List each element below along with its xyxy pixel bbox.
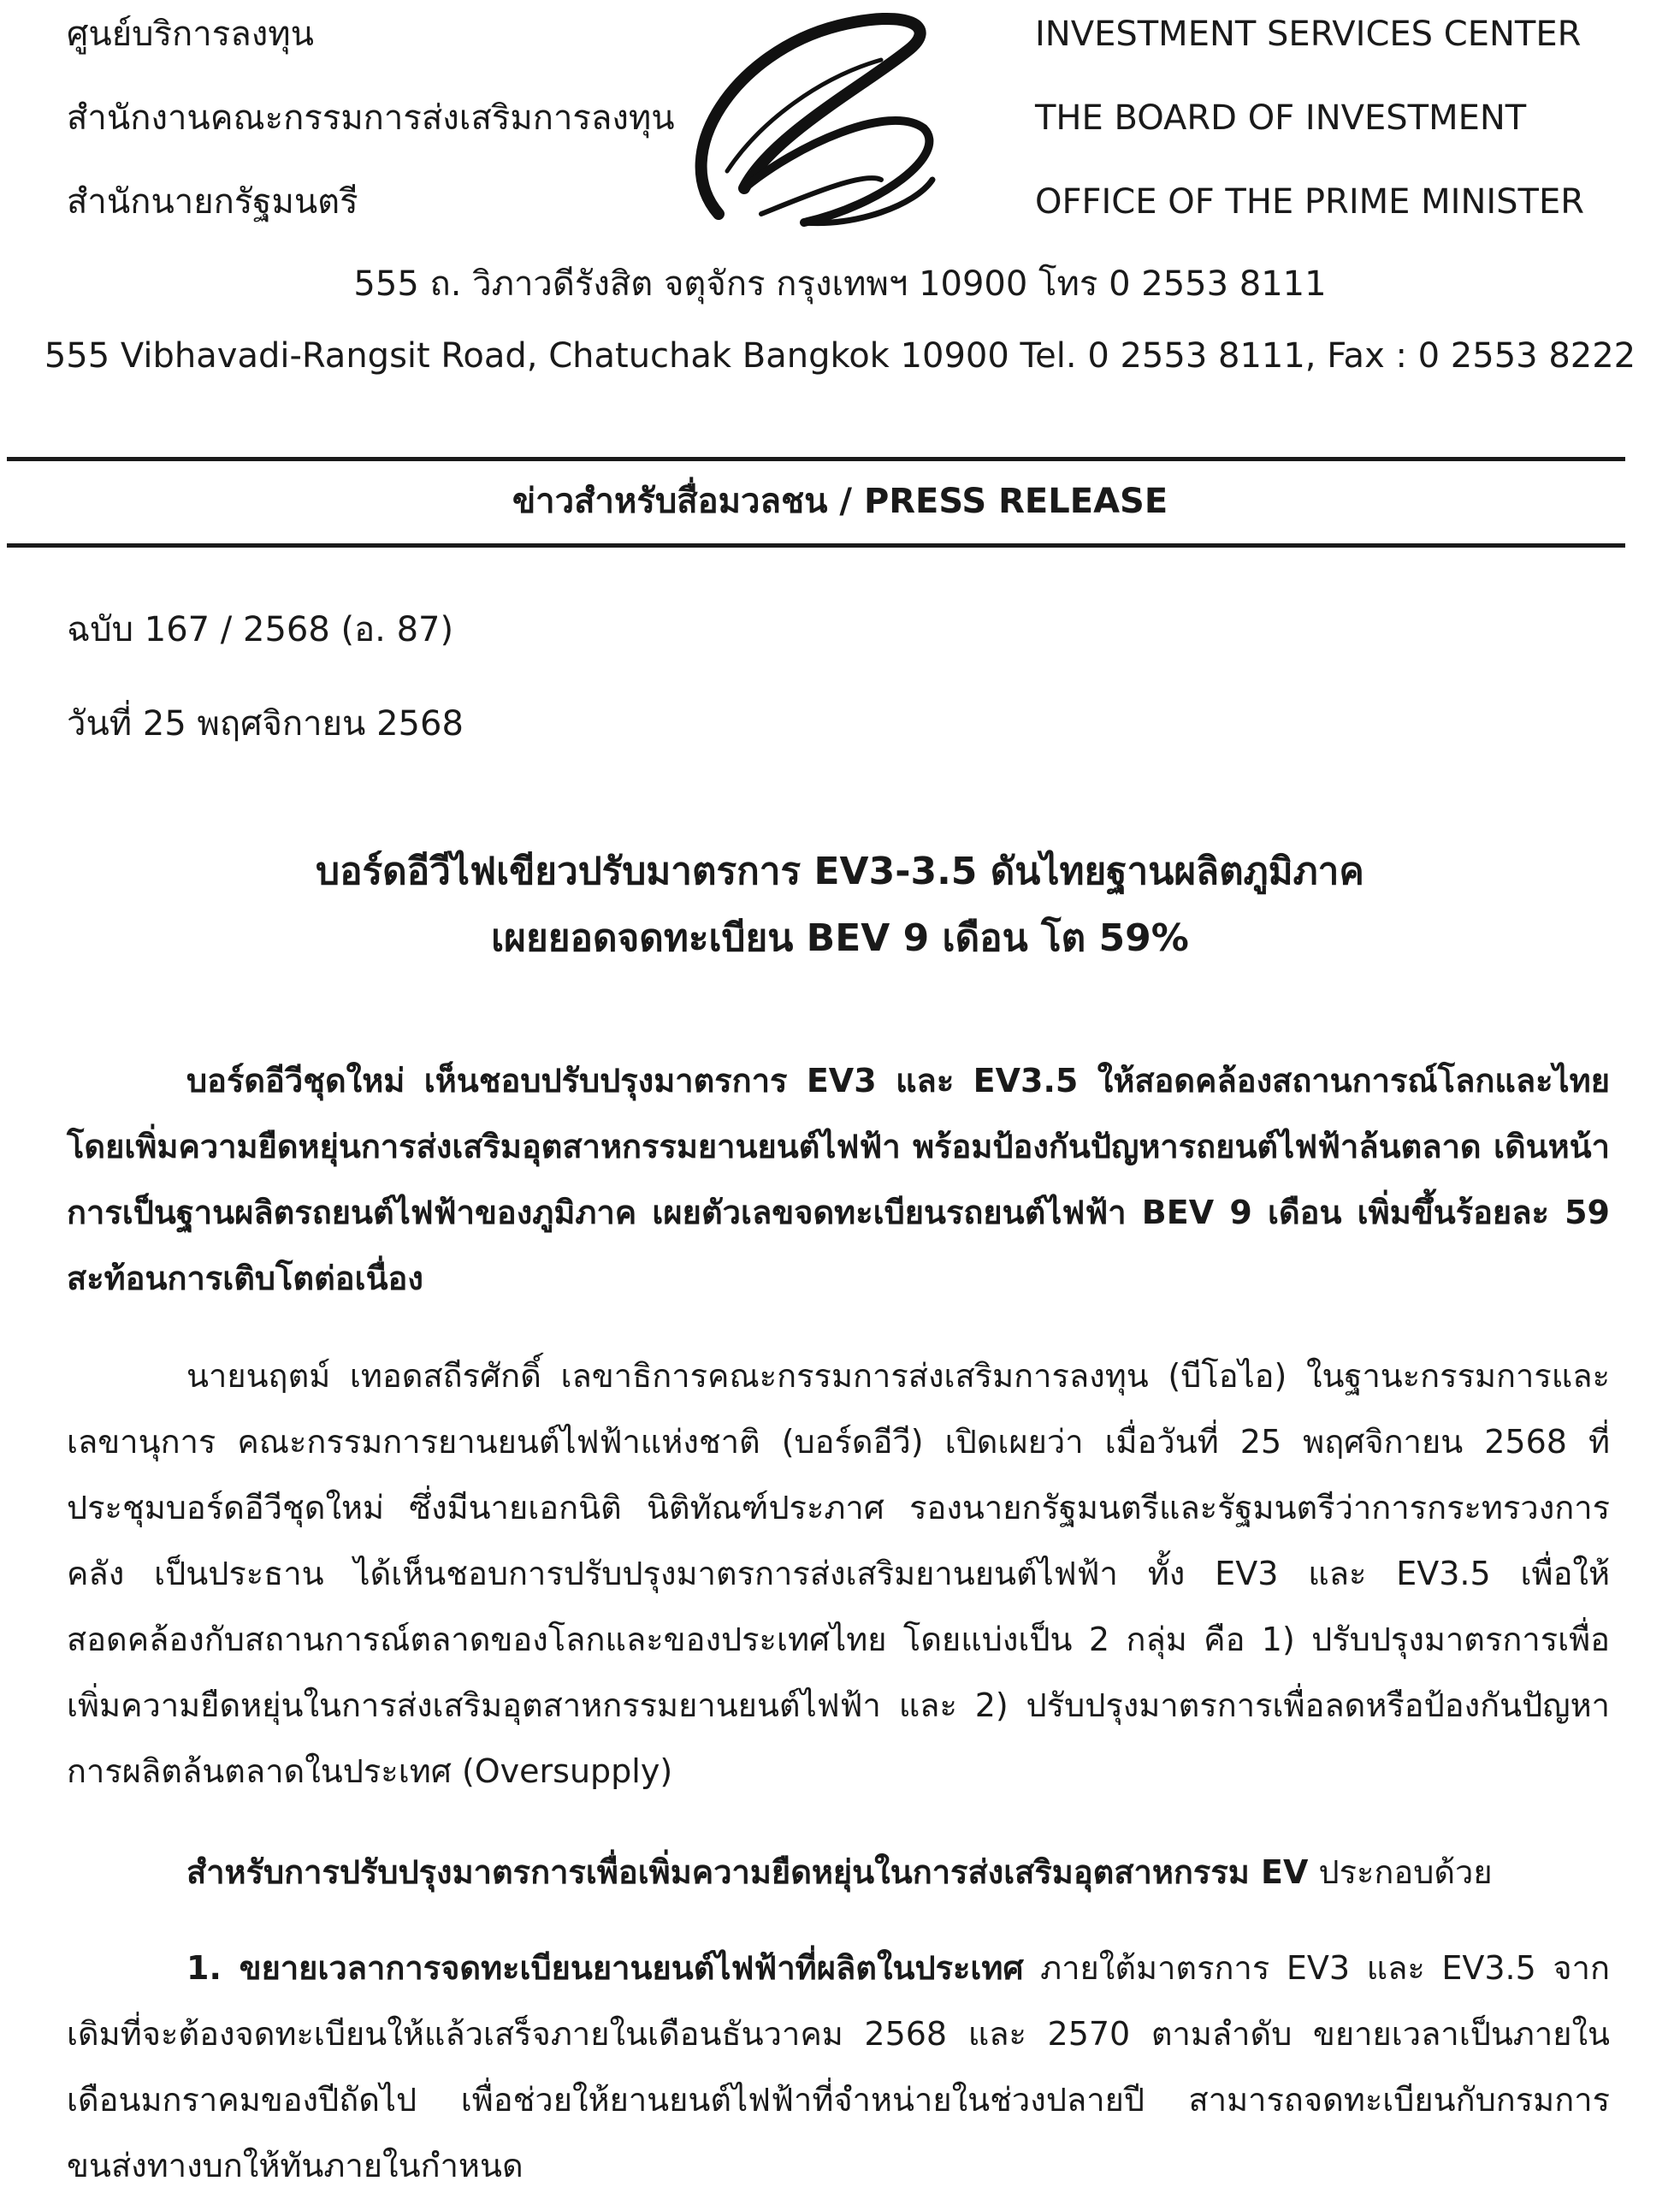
lead-paragraph: บอร์ดอีวีชุดใหม่ เห็นชอบปรับปรุงมาตรการ EV3 และ EV3.5 ให้สอดคล้องสถานการณ์โลกและไทย โดยเพิ่มความยืดหยุ่นการส่งเสริมอุตสาหกรรมยานยนต์ไฟฟ้า พร้อมป้องกันปัญหารถยนต์ไฟฟ้าล้นตลาด เดินหน้าการเป็นฐานผลิตรถยนต์ไฟฟ้าของภูมิภาค เผยตัวเลขจดทะเบียนรถยนต์ไฟฟ้า BEV 9 เดือน เพิ่มขึ้นร้อยละ 59 สะท้อนการเติบโตต่อเนื่อง — [67, 1062, 1610, 1297]
body-paragraph-1: นายนฤตม์ เทอดสถีรศักดิ์ เลขาธิการคณะกรรมการส่งเสริมการลงทุน (บีโอไอ) ในฐานะกรรมการและเลขานุการ คณะกรรมการยานยนต์ไฟฟ้าแห่งชาติ (บอร์ดอีวี) เปิดเผยว่า เมื่อวันที่ 25 พฤศจิกายน 2568 ที่ประชุมบอร์ดอีวีชุดใหม่ ซึ่งมีนายเอกนิติ นิติทัณฑ์ประภาศ รองนายกรัฐมนตรีและรัฐมนตรีว่าการกระทรวงการคลัง เป็นประธาน ได้เห็นชอบการปรับปรุงมาตรการส่งเสริมยานยนต์ไฟฟ้า ทั้ง EV3 และ EV3.5 เพื่อให้สอดคล้องกับสถานการณ์ตลาดของโลกและของประเทศไทย โดยแบ่งเป็น 2 กลุ่ม คือ 1) ปรับปรุงมาตรการเพื่อเพิ่มความยืดหยุ่นในการส่งเสริมอุตสาหกรรมยานยนต์ไฟฟ้า และ 2) ปรับปรุงมาตรการเพื่อลดหรือป้องกันปัญหาการผลิตล้นตลาดในประเทศ (Oversupply) — [67, 1357, 1610, 1790]
section-intro-rest: ประกอบด้วย — [1308, 1853, 1493, 1891]
boi-logo — [667, 0, 949, 248]
press-release-label: ข่าวสำหรับสื่อมวลชน / PRESS RELEASE — [512, 482, 1168, 521]
headline-line-1: บอร์ดอีวีไฟเขียวปรับมาตรการ EV3-3.5 ดันไทยฐานผลิตภูมิภาค — [316, 850, 1364, 893]
section-intro-bold: สำหรับการปรับปรุงมาตรการเพื่อเพิ่มความยืดหยุ่นในการส่งเสริมอุตสาหกรรม EV — [186, 1853, 1309, 1891]
issue-number: ฉบับ 167 / 2568 (อ. 87) — [67, 610, 454, 649]
org-name-th-2: สำนักงานคณะกรรมการส่งเสริมการลงทุน — [67, 98, 675, 138]
org-name-en-1: INVESTMENT SERVICES CENTER — [1035, 15, 1582, 54]
bottom-rule — [7, 543, 1625, 548]
org-name-th-3: สำนักนายกรัฐมนตรี — [67, 182, 358, 222]
item-1-title: 1. ขยายเวลาการจดทะเบียนยานยนต์ไฟฟ้าที่ผลิตในประเทศ — [186, 1949, 1024, 1987]
item-1-paragraph — [67, 1935, 1610, 2199]
item-1-text: ภายใต้มาตรการ EV3 และ EV3.5 จากเดิมที่จะต้องจดทะเบียนให้แล้วเสร็จภายในเดือนธันวาคม 2568 และ 2570 ตามลำดับ ขยายเวลาเป็นภายในเดือนมกราคมของปีถัดไป เพื่อช่วยให้ยานยนต์ไฟฟ้าที่จำหน่ายในช่วงปลายปี สามารถจดทะเบียนกับกรมการขนส่งทางบกให้ทันภายในกำหนด — [67, 1949, 1610, 2184]
section-intro — [67, 1840, 1610, 1906]
address-thai: 555 ถ. วิภาวดีรังสิต จตุจักร กรุงเทพฯ 10900 โทร 0 2553 8111 — [353, 264, 1327, 304]
org-name-en-2: THE BOARD OF INVESTMENT — [1035, 98, 1527, 138]
headline-line-2: เผยยอดจดทะเบียน BEV 9 เดือน โต 59% — [491, 916, 1189, 960]
top-rule — [7, 457, 1625, 461]
org-name-en-3: OFFICE OF THE PRIME MINISTER — [1035, 182, 1585, 222]
address-english: 555 Vibhavadi-Rangsit Road, Chatuchak Bangkok 10900 Tel. 0 2553 8111, Fax : 0 2553 8222 — [44, 336, 1636, 376]
release-date: วันที่ 25 พฤศจิกายน 2568 — [67, 704, 464, 744]
org-name-th-1: ศูนย์บริการลงทุน — [67, 15, 314, 54]
